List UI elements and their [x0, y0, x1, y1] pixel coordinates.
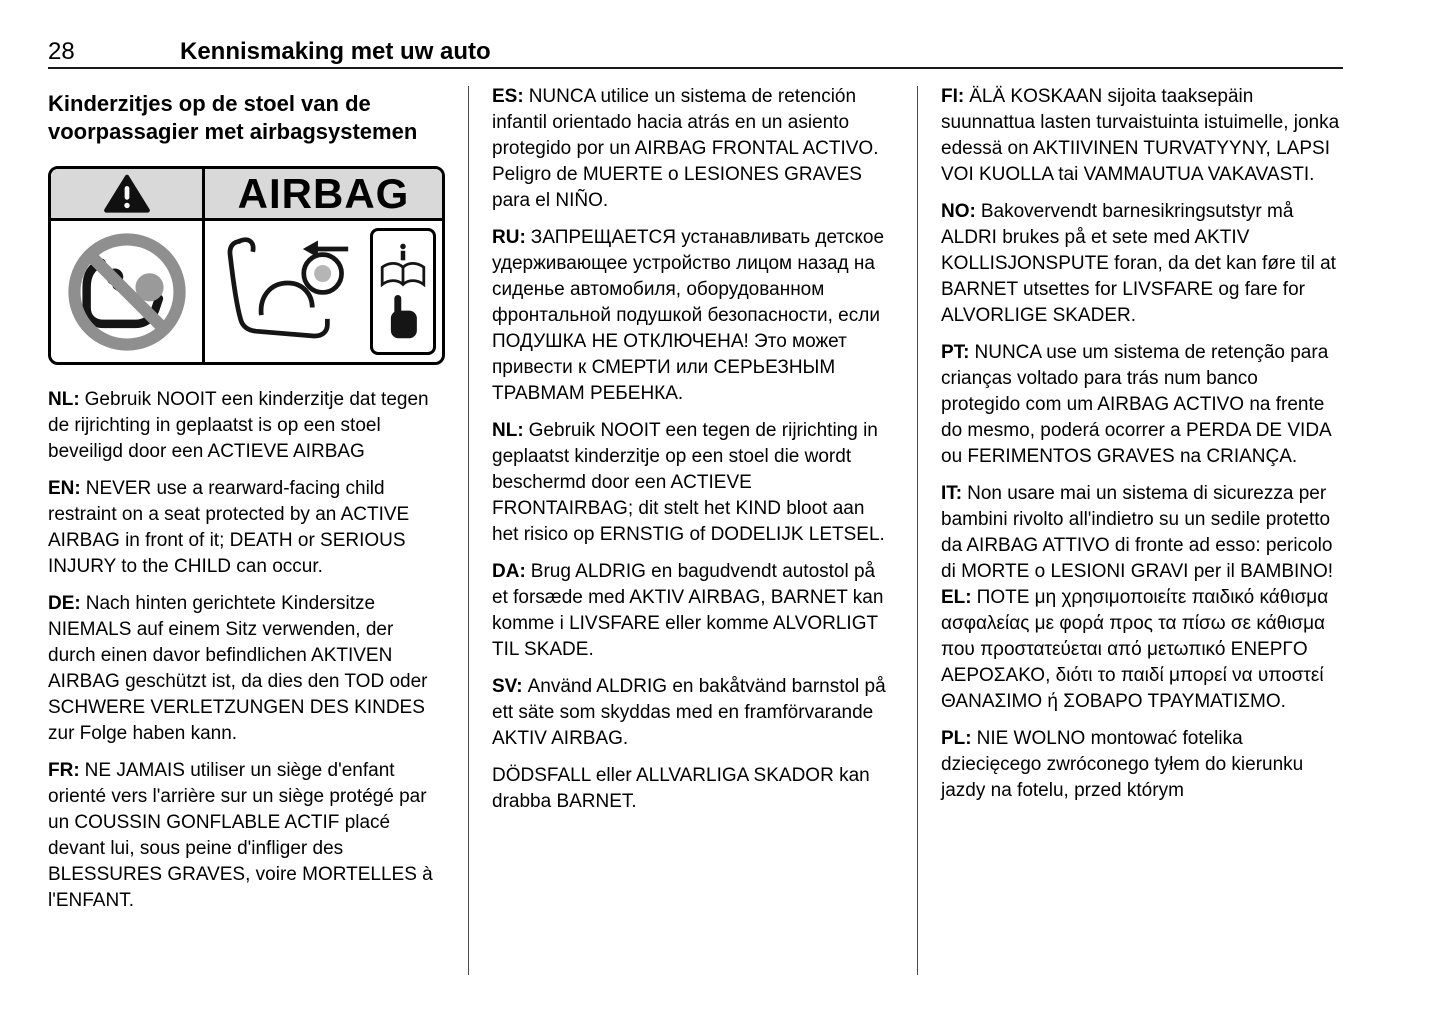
airbag-label-top-band — [51, 169, 442, 221]
warning-paragraph — [48, 758, 446, 914]
warning-text: Gebruik NOOIT een tegen de rijrichting in geplaatst kinderzitje op een stoel die wordt beschermd door een ACTIEVE FRONTAIRBAG; dit stelt het KIND bloot aan het risico op ERNSTIG of DODELIJK LETSEL. — [492, 420, 885, 545]
warning-paragraph — [941, 481, 1341, 585]
warning-paragraph — [48, 387, 446, 465]
column-1 — [48, 88, 446, 925]
warning-paragraph — [492, 418, 896, 548]
warning-paragraph — [492, 763, 896, 815]
warning-text: ЗАПРЕЩАЕТСЯ устанавливать детское удерживающее устройство лицом назад на сиденье автомобиля, оборудованном фронтальной подушкой безопасности, если ПОДУШКА НЕ ОТКЛЮЧЕНА! Это может привести к СМЕРТИ или СЕРЬЕЗНЫМ ТРАВМАМ РЕБЕНКА. — [492, 227, 885, 404]
airbag-deployment-panel — [205, 221, 442, 362]
language-tag: NL: — [48, 389, 80, 410]
airbag-warning-label — [48, 166, 445, 365]
warning-text: Bakovervendt barnesikringsutstyr må ALDRI brukes på et sete med AKTIV KOLLISJONSPUTE foran, da det kan føre til at BARNET utsettes for LIVSFARE og fare for ALVORLIGE SKADER. — [941, 201, 1336, 326]
warning-text: Gebruik NOOIT een kinderzitje dat tegen de rijrichting in geplaatst is op een stoel beveiligd door een ACTIEVE AIRBAG — [48, 389, 429, 462]
language-tag: DE: — [48, 593, 81, 614]
warning-paragraph — [492, 225, 896, 407]
airbag-label-pictograms — [51, 221, 442, 362]
warning-paragraph — [492, 84, 896, 214]
warning-paragraph — [941, 199, 1341, 329]
page-header — [48, 38, 1343, 68]
language-tag: ES: — [492, 86, 524, 107]
language-tag: FI: — [941, 86, 965, 107]
language-tag: EN: — [48, 478, 81, 499]
language-tag: NO: — [941, 201, 976, 222]
warning-text: NE JAMAIS utiliser un siège d'enfant orienté vers l'arrière sur un siège protégé par un COUSSIN GONFLABLE ACTIF placé devant lui, sous peine d'infliger des BLESSURES GRAVES, voire MORTELLES à l'ENFANT. — [48, 760, 433, 911]
language-tag: SV: — [492, 676, 523, 697]
read-manual-box — [370, 228, 436, 355]
warning-text: Non usare mai un sistema di sicurezza per bambini rivolto all'indietro su un sedile protetto da AIRBAG ATTIVO di fronte ad esso: pericolo di MORTE o LESIONI GRAVI per il BAMBINO! — [941, 483, 1334, 582]
language-tag: PT: — [941, 342, 970, 363]
language-tag: IT: — [941, 483, 963, 504]
warning-paragraph — [492, 674, 896, 752]
language-tag: RU: — [492, 227, 526, 248]
column-divider-2 — [917, 86, 918, 975]
warning-paragraph — [941, 726, 1341, 804]
warning-text: Använd ALDRIG en bakåtvänd barnstol på ett säte som skyddas med en framförvarande AKTIV AIRBAG. — [492, 676, 886, 749]
warning-text: ÄLÄ KOSKAAN sijoita taaksepäin suunnattua lasten turvaistuinta istuimelle, jonka edessä on AKTIIVINEN TURVATYYNY, LAPSI VOI KUOLLA tai VAMMAUTUA VAKAVASTI. — [941, 86, 1340, 185]
warning-paragraph — [492, 559, 896, 663]
warning-text: Brug ALDRIG en bagudvendt autostol på et forsæde med AKTIV AIRBAG, BARNET kan komme i LIVSFARE eller komme ALVORLIGT TIL SKADE. — [492, 561, 884, 660]
warning-paragraph — [48, 591, 446, 747]
column-divider-1 — [468, 86, 469, 975]
seat-airbag-deployment-icon — [212, 232, 354, 351]
warning-paragraph — [941, 84, 1341, 188]
warning-triangle-icon — [104, 174, 150, 214]
airbag-label-title: AIRBAG — [237, 169, 410, 217]
warning-text: NUNCA utilice un sistema de retención infantil orientado hacia atrás en un asiento protegido por un AIRBAG FRONTAL ACTIVO. Peligro de MUERTE o LESIONES GRAVES para el NIÑO. — [492, 86, 879, 211]
warning-triangle-cell — [51, 169, 205, 218]
warning-text: NUNCA use um sistema de retenção para crianças voltado para trás num banco protegido com um AIRBAG ACTIVO na frente do mesmo, poderá ocorrer a PERDA DE VIDA ou FERIMENTOS GRAVES na CRIANÇA. — [941, 342, 1331, 467]
language-tag: FR: — [48, 760, 80, 781]
warning-text: NEVER use a rearward-facing child restraint on a seat protected by an ACTIVE AIRBAG in front of it; DEATH or SERIOUS INJURY to the CHILD can occur. — [48, 478, 410, 577]
language-tag: EL: — [941, 587, 972, 608]
chapter-title: Kennismaking met uw auto — [180, 38, 491, 65]
language-tag: DA: — [492, 561, 526, 582]
warning-text: NIE WOLNO montować fotelika dziecięcego zwróconego tyłem do kierunku jazdy na fotelu, przed którym — [941, 728, 1304, 801]
column-3 — [941, 84, 1341, 815]
section-heading: Kinderzitjes op de stoel van de voorpassagier met airbagsystemen — [48, 91, 418, 144]
prohibition-panel — [51, 221, 205, 362]
language-tag: PL: — [941, 728, 972, 749]
header-rule — [48, 67, 1343, 69]
no-rear-facing-child-seat-icon — [66, 231, 188, 353]
read-manual-icon — [377, 241, 429, 342]
language-tag: NL: — [492, 420, 524, 441]
page-number: 28 — [48, 38, 75, 65]
warning-paragraph — [941, 340, 1341, 470]
column-2 — [492, 84, 896, 826]
warning-text: DÖDSFALL eller ALLVARLIGA SKADOR kan drabba BARNET. — [492, 765, 870, 812]
warning-text: Nach hinten gerichtete Kindersitze NIEMALS auf einem Sitz verwenden, der durch einen davor befindlichen AKTIVEN AIRBAG geschützt ist, da dies den TOD oder SCHWERE VERLETZUNGEN DES KINDES zur Folge haben kann. — [48, 593, 428, 744]
warning-paragraph — [48, 476, 446, 580]
warning-paragraph — [941, 585, 1341, 715]
warning-text: ΠΟΤΕ μη χρησιμοποιείτε παιδικό κάθισμα ασφαλείας με φορά προς τα πίσω σε κάθισμα που προστατεύεται από μετωπικό ΕΝΕΡΓΟ ΑΕΡΟΣΑΚΟ, διότι το παιδί μπορεί να υποστεί ΘΑΝΑΣΙΜΟ ή ΣΟΒΑΡΟ ΤΡΑΥΜΑΤΙΣΜΟ. — [941, 587, 1329, 712]
